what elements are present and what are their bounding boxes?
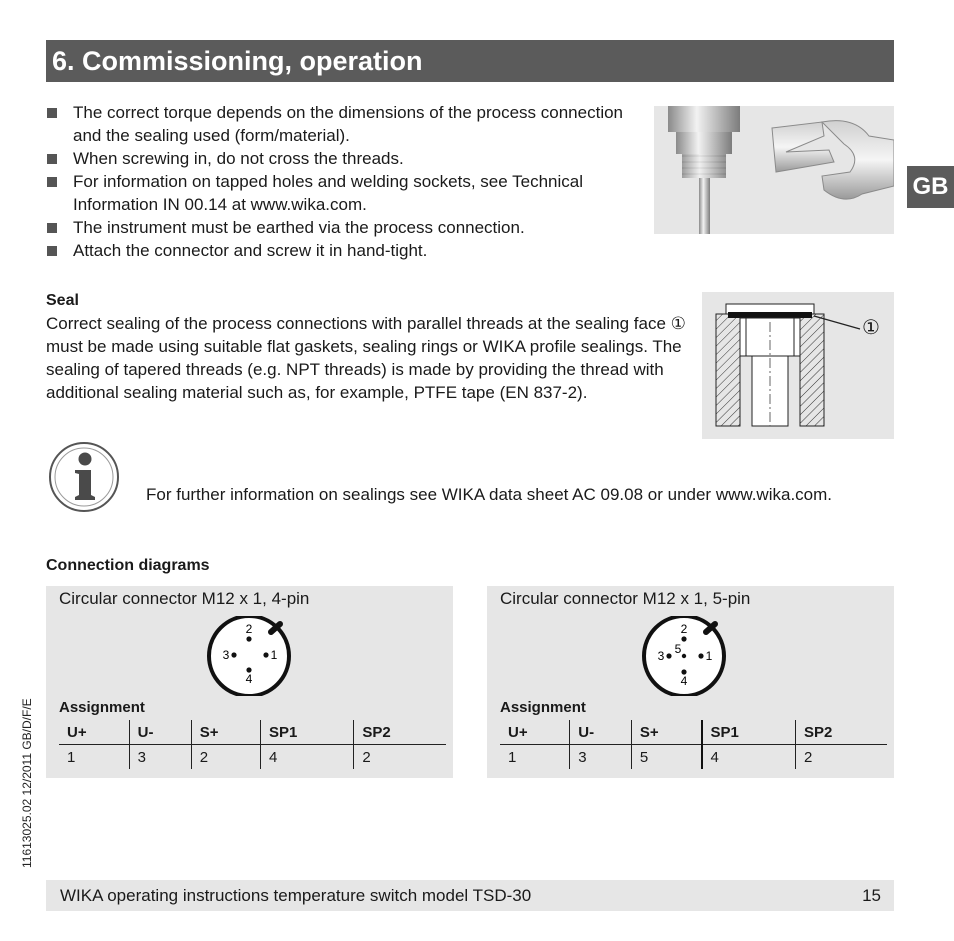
table-row	[500, 745, 887, 770]
bullet-square-icon	[47, 154, 57, 164]
list-item: The instrument must be earthed via the process connection.	[46, 216, 646, 239]
connector-5pin-title: Circular connector M12 x 1, 5-pin	[500, 589, 751, 608]
connection-diagrams-heading: Connection diagrams	[46, 557, 210, 574]
info-icon	[48, 441, 120, 513]
connector-4pin-pinout	[204, 616, 294, 696]
assignment-table	[59, 720, 446, 769]
pin-label: 2	[245, 622, 253, 636]
table-cell: 4	[702, 745, 796, 770]
assignment-table	[500, 720, 887, 769]
column-header: U-	[570, 720, 632, 745]
bullet-square-icon	[47, 246, 57, 256]
connector-4pin-title: Circular connector M12 x 1, 4-pin	[59, 589, 310, 608]
table-cell: 1	[508, 748, 517, 766]
connector-5pin-panel	[487, 586, 894, 778]
table-cell: 3	[570, 745, 632, 770]
seal-diagram	[702, 292, 894, 439]
sealing-face-drawing	[702, 292, 894, 439]
column-header: SP2	[795, 720, 887, 745]
column-header: SP1	[702, 720, 796, 745]
pin-label: 2	[680, 622, 688, 636]
info-note-text: For further information on sealings see WIKA data sheet AC 09.08 or under www.wika.com.	[146, 485, 833, 504]
assignment-label: Assignment	[500, 699, 586, 716]
connector-5pin-pinout	[639, 616, 729, 696]
list-item: When screwing in, do not cross the threads.	[46, 147, 646, 170]
section-header-bar	[46, 40, 894, 82]
column-header: SP1	[261, 720, 354, 745]
instrument-wrench-image	[654, 106, 894, 234]
bullet-square-icon	[47, 108, 57, 118]
column-header: SP2	[354, 720, 446, 745]
seal-paragraph: Correct sealing of the process connections with parallel threads at the sealing face ① must be made using suitable flat gaskets, sealing rings or WIKA profile sealings. The sealing of tapered threads (e.g. NPT threads) is made by providing the thread with additional sealing material such as, for example, PTFE tape (EN 837-2).	[46, 314, 686, 402]
footer-bar	[46, 880, 894, 911]
bullet-square-icon	[47, 177, 57, 187]
pin-label: 1	[270, 648, 278, 662]
column-header: U+	[59, 720, 129, 745]
table-header-row	[59, 720, 446, 745]
column-header: S+	[191, 720, 260, 745]
connector-4pin-panel	[46, 586, 453, 778]
section-title: 6. Commissioning, operation	[52, 46, 423, 76]
pin-label: 4	[245, 672, 253, 686]
bullet-square-icon	[47, 223, 57, 233]
column-header: U+	[500, 720, 570, 745]
instrument-wrench-photo	[654, 106, 894, 234]
list-item: Attach the connector and screw it in hand-tight.	[46, 239, 646, 262]
table-cell: 3	[129, 745, 191, 770]
page-number: 15	[862, 886, 881, 905]
pin-label: 4	[680, 674, 688, 688]
table-cell: 2	[191, 745, 260, 770]
list-item: For information on tapped holes and welding sockets, see Technical Information IN 00.14 at www.wika.com.	[46, 170, 633, 216]
assignment-label: Assignment	[59, 699, 145, 716]
pin-label: 1	[705, 649, 713, 663]
column-header: U-	[129, 720, 191, 745]
table-row	[59, 745, 446, 770]
pin-label: 5	[674, 642, 682, 656]
language-tab: GB	[907, 166, 954, 208]
table-cell: 4	[261, 745, 354, 770]
seal-heading: Seal	[46, 292, 79, 309]
bullet-list	[46, 101, 646, 262]
table-cell: 1	[67, 748, 76, 766]
table-header-row	[500, 720, 887, 745]
list-item: The correct torque depends on the dimensions of the process connection and the sealing used (form/material).	[46, 101, 646, 147]
table-cell: 5	[631, 745, 701, 770]
footer-text: WIKA operating instructions temperature switch model TSD-30	[60, 886, 532, 905]
callout-marker: ①	[862, 317, 880, 339]
document-code: 11613025.02 12/2011 GB/D/F/E	[20, 698, 34, 868]
pin-label: 3	[657, 649, 665, 663]
table-cell: 2	[795, 745, 887, 770]
pin-label: 3	[222, 648, 230, 662]
table-cell: 2	[354, 745, 446, 770]
column-header: S+	[631, 720, 701, 745]
